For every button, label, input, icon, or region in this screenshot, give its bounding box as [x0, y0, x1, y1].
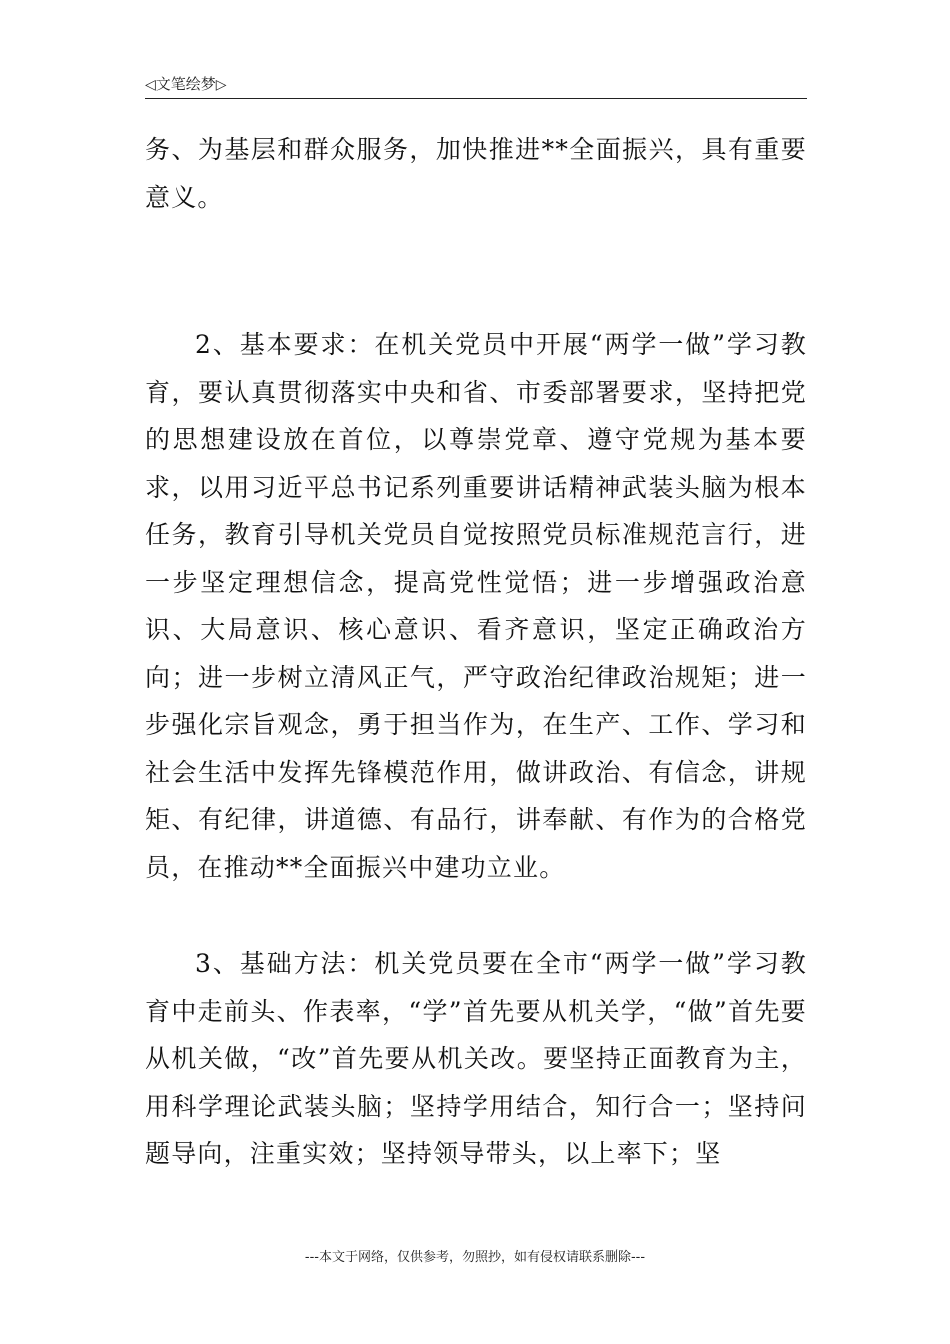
paragraph-3-text: 3、基础方法：机关党员要在全市“两学一做”学习教育中走前头、作表率，“学”首先要从机关学，“做”首先要从机关做，“改”首先要从机关改。要坚持正面教育为主，用科学理论武装头脑；坚持学用结合，知行合一；坚持问题导向，注重实效；坚持领导带头，以上率下；坚	[145, 949, 807, 1168]
header-title-group	[145, 74, 227, 95]
right-triangle-icon: ▷	[215, 77, 227, 93]
paragraph-continuation	[145, 126, 807, 221]
footer-notice: ---本文于网络，仅供参考，勿照抄，如有侵权请联系删除---	[304, 1250, 646, 1265]
left-triangle-icon: ◁	[145, 77, 156, 93]
page-header	[145, 72, 807, 99]
page-footer	[0, 1246, 950, 1265]
paragraph-1-text: 务、为基层和群众服务，加快推进**全面振兴，具有重要意义。	[145, 135, 807, 212]
paragraph-basic-requirements	[145, 321, 807, 891]
header-title: 文笔绘梦	[155, 75, 216, 93]
paragraph-2-text: 2、基本要求：在机关党员中开展“两学一做”学习教育，要认真贯彻落实中央和省、市委部署要求，坚持把党的思想建设放在首位，以尊崇党章、遵守党规为基本要求，以用习近平总书记系列重要讲话精神武装头脑为根本任务，教育引导机关党员自觉按照党员标准规范言行，进一步坚定理想信念，提高党性觉悟；进一步增强政治意识、大局意识、核心意识、看齐意识，坚定正确政治方向；进一步树立清风正气，严守政治纪律政治规矩；进一步强化宗旨观念，勇于担当作为，在生产、工作、学习和社会生活中发挥先锋模范作用，做讲政治、有信念，讲规矩、有纪律，讲道德、有品行，讲奉献、有作为的合格党员，在推动**全面振兴中建功立业。	[145, 330, 807, 882]
paragraph-basic-methods	[145, 940, 807, 1178]
